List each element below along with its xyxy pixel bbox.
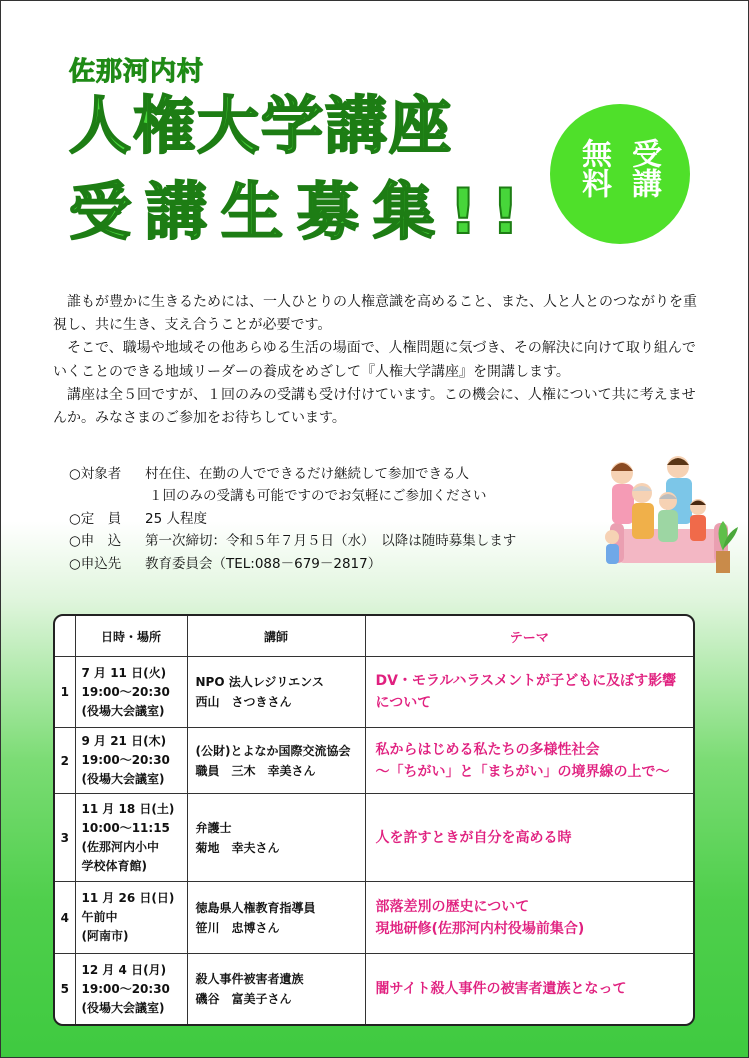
- info-target: [69, 463, 589, 485]
- date-line: (役場大会議室): [81, 1000, 165, 1015]
- title-line-1: 人権大学講座: [69, 89, 454, 162]
- date-line: 10:00～11:15: [81, 820, 170, 835]
- lecturer-line: 菊地 幸夫さん: [195, 840, 280, 855]
- lecturer-line: 西山 さつきさん: [195, 695, 292, 710]
- badge-text-juko: 受講: [626, 138, 661, 198]
- date-line: 19:00～20:30: [81, 981, 170, 996]
- village-name: 佐那河内村: [69, 57, 205, 87]
- date-line: (阿南市): [81, 929, 129, 944]
- date-line: (佐那河内小中: [81, 839, 159, 854]
- date-line: (役場大会議室): [81, 703, 165, 718]
- badge-text-muryo: 無料: [576, 138, 611, 198]
- table-row: [55, 728, 693, 794]
- intro-paragraph-3: 講座は全５回ですが、１回のみの受講も受け付けています。この機会に、人権について共に考えませんか。みなさまのご参加をお待ちしています。: [53, 386, 696, 427]
- table-row: [55, 794, 693, 882]
- row-theme: [365, 728, 693, 794]
- date-line: (役場大会議室): [81, 772, 165, 787]
- date-line: 19:00～20:30: [81, 753, 170, 768]
- row-theme: [365, 882, 693, 954]
- lecturer-line: 磯谷 富美子さん: [195, 992, 292, 1007]
- info-label: ○定 員: [69, 510, 122, 527]
- row-theme: [365, 657, 693, 728]
- intro-text: [53, 291, 701, 430]
- theme-line: 部落差別の歴史について: [375, 898, 530, 915]
- info-list: [69, 463, 589, 575]
- row-date: [75, 657, 187, 728]
- theme-line: DV・モラルハラスメントが子どもに及ぼす影響: [375, 673, 677, 690]
- info-label: ○申込先: [69, 555, 122, 572]
- date-line: 19:00～20:30: [81, 684, 170, 699]
- date-line: 12 月 4 日(月): [81, 962, 167, 977]
- header-lecturer: 講師: [187, 616, 365, 657]
- lecturer-line: 徳島県人権教育指導員: [195, 900, 316, 915]
- date-line: 9 月 21 日(木): [81, 734, 167, 749]
- lecturer-line: 笹川 忠博さん: [195, 920, 280, 935]
- row-lecturer: [187, 728, 365, 794]
- header-no: [55, 616, 75, 657]
- row-date: [75, 882, 187, 954]
- row-number: 4: [55, 882, 75, 954]
- lecturer-line: NPO 法人レジリエンス: [195, 675, 324, 690]
- row-number: 3: [55, 794, 75, 882]
- row-number: 2: [55, 728, 75, 794]
- date-line: 11 月 26 日(日): [81, 891, 175, 906]
- lecture-schedule-table: [53, 614, 695, 1026]
- table-row: [55, 657, 693, 728]
- family-illustration: [596, 451, 741, 581]
- info-capacity: [69, 508, 589, 530]
- date-line: 11 月 18 日(土): [81, 801, 175, 816]
- theme-line: 闇サイト殺人事件の被害者遺族となって: [375, 981, 627, 998]
- theme-line: 現地研修(佐那河内村役場前集合): [375, 920, 585, 937]
- info-value: 第一次締切：令和５年７月５日（水） 以降は随時募集します: [145, 533, 517, 550]
- theme-line: ～「ちがい」と「まちがい」の境界線の上で～: [375, 763, 670, 780]
- free-badge: [550, 104, 690, 244]
- row-lecturer: [187, 954, 365, 1024]
- row-date: [75, 794, 187, 882]
- row-theme: [365, 954, 693, 1024]
- date-line: 学校体育館): [81, 858, 147, 873]
- row-lecturer: [187, 794, 365, 882]
- lecturer-line: 弁護士: [195, 820, 232, 835]
- header-date: 日時・場所: [75, 616, 187, 657]
- info-value: 教育委員会（TEL:088－679－2817）: [145, 555, 382, 572]
- lecturer-line: 職員 三木 幸美さん: [195, 763, 316, 778]
- title-line-2: 受講生募集!!: [69, 175, 534, 248]
- info-value: 25 人程度: [145, 510, 207, 527]
- intro-paragraph-2: そこで、職場や地域その他あらゆる生活の場面で、人権問題に気づき、その解決に向けて取り組んでいくことのできる地域リーダーの養成をめざして『人権大学講座』を開講します。: [53, 340, 696, 380]
- theme-line: 私からはじめる私たちの多様性社会: [375, 741, 600, 758]
- row-lecturer: [187, 882, 365, 954]
- lecturer-line: (公財)とよなか国際交流協会: [195, 743, 351, 758]
- info-label: ○申 込: [69, 533, 122, 550]
- table-row: [55, 882, 693, 954]
- info-value: 村在住、在勤の人でできるだけ継続して参加できる人: [145, 466, 469, 482]
- row-theme: [365, 794, 693, 882]
- theme-line: 人を許すときが自分を高める時: [375, 829, 572, 846]
- intro-paragraph-1: 誰もが豊かに生きるためには、一人ひとりの人権意識を高めること、また、人と人とのつながりを重視し、共に生き、支え合うことが必要です。: [53, 294, 697, 334]
- table-row: [55, 954, 693, 1024]
- info-label: ○対象者: [69, 466, 122, 482]
- info-target-note: １回のみの受講も可能ですのでお気軽にご参加ください: [149, 488, 487, 505]
- theme-line: について: [375, 695, 432, 712]
- info-contact: [69, 553, 589, 575]
- table-header-row: [55, 616, 693, 657]
- row-date: [75, 728, 187, 794]
- header-theme: テーマ: [365, 616, 693, 657]
- lecturer-line: 殺人事件被害者遺族: [195, 972, 304, 987]
- row-number: 1: [55, 657, 75, 728]
- info-apply: [69, 530, 589, 552]
- date-line: 午前中: [81, 910, 118, 925]
- date-line: 7 月 11 日(火): [81, 665, 167, 680]
- row-date: [75, 954, 187, 1024]
- row-number: 5: [55, 954, 75, 1024]
- row-lecturer: [187, 657, 365, 728]
